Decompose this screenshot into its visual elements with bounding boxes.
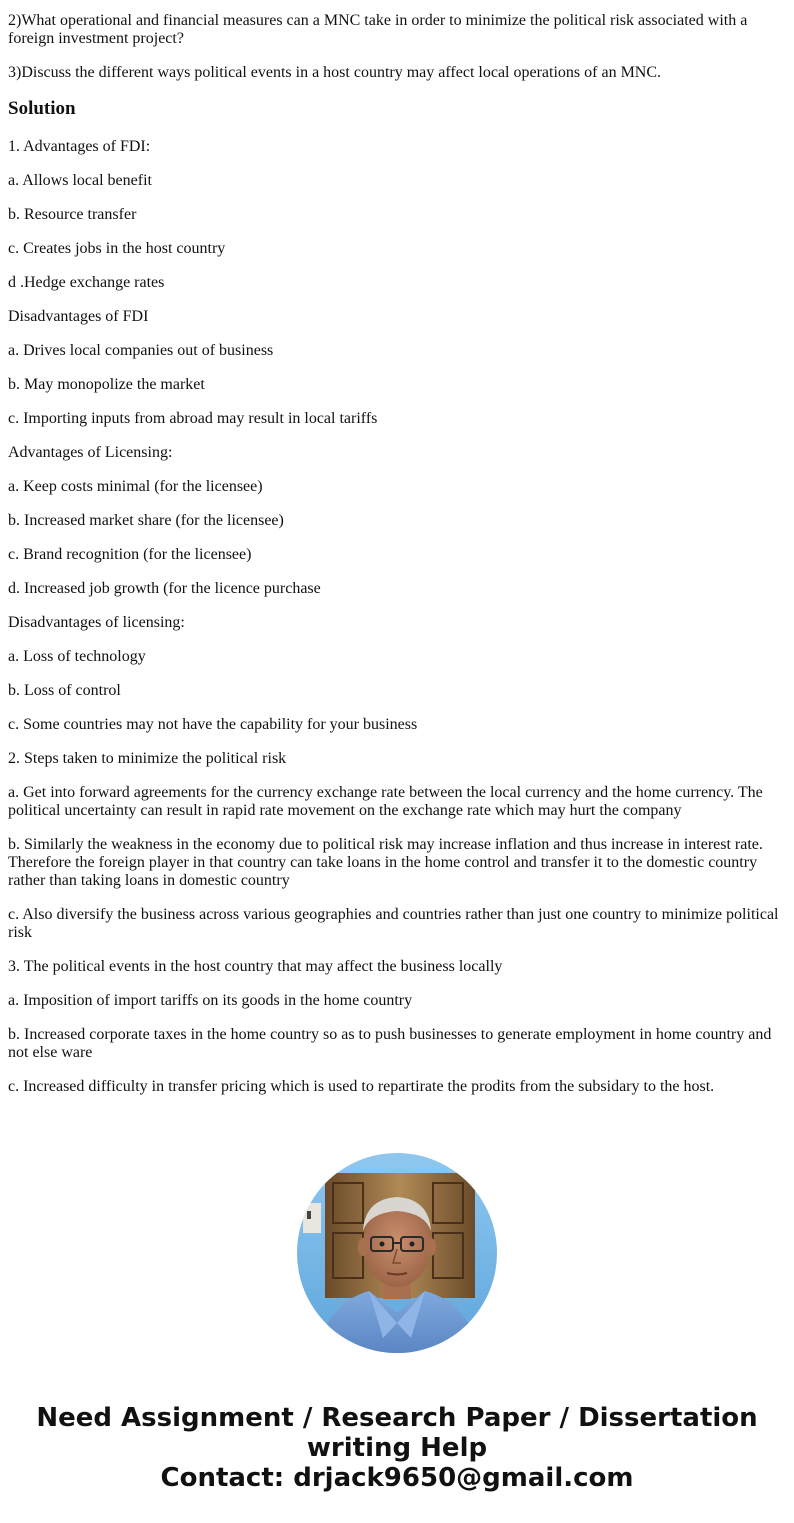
answer-line: a. Get into forward agreements for the currency exchange rate between the local currency and the home currency. The political uncertainty can result in rapid rate movement on the exchange rate which may hurt the company (8, 784, 763, 819)
document-body (8, 0, 786, 1112)
banner-line-2: writing Help (306, 1433, 488, 1463)
answer-line: d .Hedge exchange rates (8, 274, 165, 291)
answer-line: b. Increased market share (for the licensee) (8, 512, 284, 529)
answer-line: b. May monopolize the market (8, 376, 205, 393)
answer-line: c. Increased difficulty in transfer pricing which is used to repartirate the prodits from the subsidary to the host. (8, 1078, 715, 1095)
answer-line: b. Loss of control (8, 682, 121, 699)
answer-line: c. Some countries may not have the capability for your business (8, 716, 418, 733)
banner-contact-line: Contact: drjack9650@gmail.com (160, 1463, 634, 1493)
answer-line: a. Loss of technology (8, 648, 146, 665)
solution-heading: Solution (8, 98, 76, 119)
question-2: 2)What operational and financial measures can a MNC take in order to minimize the political risk associated with a foreign investment project? (8, 12, 748, 47)
contact-banner (0, 1403, 794, 1493)
author-photo (297, 1153, 497, 1353)
answer-line: Advantages of Licensing: (8, 444, 173, 461)
answer-line: a. Allows local benefit (8, 172, 152, 189)
answer-line: 1. Advantages of FDI: (8, 138, 151, 155)
answer-line: a. Imposition of import tariffs on its goods in the home country (8, 992, 413, 1009)
answer-line: a. Keep costs minimal (for the licensee) (8, 478, 263, 495)
answer-line: c. Also diversify the business across various geographies and countries rather than just one country to minimize political risk (8, 906, 779, 941)
answer-line: 3. The political events in the host country that may affect the business locally (8, 958, 503, 975)
answer-line: Disadvantages of licensing: (8, 614, 185, 631)
question-3: 3)Discuss the different ways political events in a host country may affect local operations of an MNC. (8, 64, 662, 81)
answer-line: b. Resource transfer (8, 206, 137, 223)
answer-line: c. Brand recognition (for the licensee) (8, 546, 252, 563)
answer-line: b. Similarly the weakness in the economy due to political risk may increase inflation and thus increase in interest rate. Therefore the foreign player in that country can take loans in the home control and transfer it to the domestic country rather than taking loans in domestic country (8, 836, 763, 889)
answer-list (8, 138, 786, 1096)
answer-line: d. Increased job growth (for the licence purchase (8, 580, 321, 597)
answer-line: 2. Steps taken to minimize the political risk (8, 750, 287, 767)
answer-line: c. Importing inputs from abroad may result in local tariffs (8, 410, 378, 427)
answer-line: a. Drives local companies out of business (8, 342, 274, 359)
answer-line: b. Increased corporate taxes in the home country so as to push businesses to generate employment in home country and not else ware (8, 1026, 772, 1061)
banner-line-1: Need Assignment / Research Paper / Dissertation (36, 1403, 758, 1433)
answer-line: Disadvantages of FDI (8, 308, 149, 325)
author-portrait-image (297, 1153, 497, 1353)
answer-line: c. Creates jobs in the host country (8, 240, 226, 257)
